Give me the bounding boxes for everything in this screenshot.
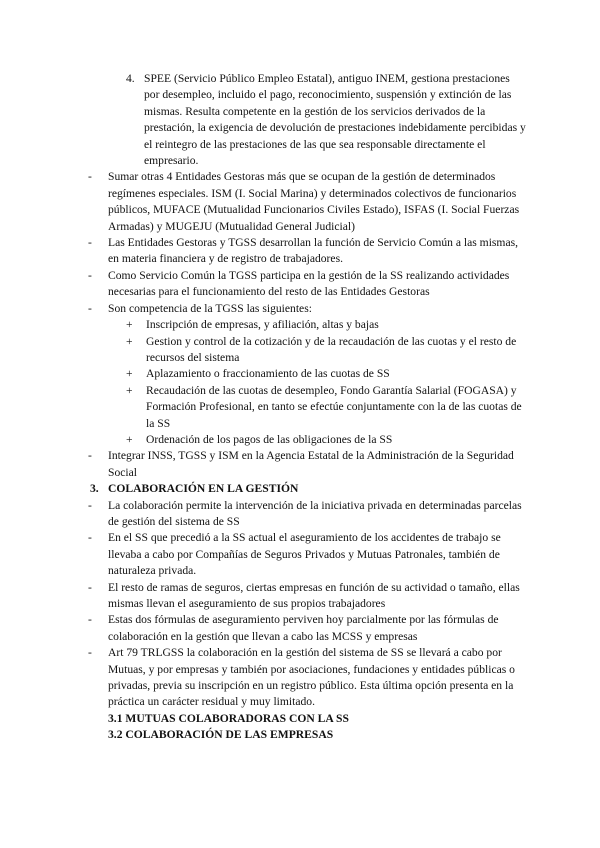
bullet-marker: - [88,531,92,545]
plus-marker: + [126,367,133,381]
bullet-marker: - [88,613,92,627]
item-number: 4. [126,72,135,85]
bullet-marker: - [88,498,92,512]
subheading-empresas: 3.2 COLABORACIÓN DE LAS EMPRESAS [108,728,334,742]
bullet-marker: - [88,580,92,594]
plus-text: Ordenación de los pagos de las obligaciones de la SS [146,432,393,446]
section-heading [88,481,528,497]
bullet-marker: - [88,236,92,250]
plus-marker: + [126,432,133,446]
bullet-item [88,498,528,531]
bullet-text: Integrar INSS, TGSS y ISM en la Agencia Estatal de la Administración de la Seguridad Social [108,449,514,479]
plus-list [88,317,528,448]
bullet-text: Las Entidades Gestoras y TGSS desarrollan la función de Servicio Común a las mismas, en materia financiera y de registro de trabajadores. [108,236,518,266]
bullet-item [88,612,528,645]
document-body [88,71,528,744]
plus-marker: + [126,334,133,348]
bullet-text: Sumar otras 4 Entidades Gestoras más que se ocupan de la gestión de determinados regímenes especiales. ISM (I. Social Marina) y determinados colectivos de funcionarios públicos, MUFACE (Mutualidad Funcionarios Civiles Estado), ISFAS (I. Social Fuerzas Armadas) y MUGEJU (Mutualidad General Judicial) [108,170,520,233]
plus-text: Aplazamiento o fraccionamiento de las cuotas de SS [146,367,390,381]
plus-item [88,383,528,432]
bullet-text: Son competencia de la TGSS las siguientes: [108,301,312,315]
bullet-item [88,301,528,317]
plus-item [88,317,528,333]
plus-item [88,334,528,367]
bullet-item [88,235,528,268]
bullet-item [88,448,528,481]
bullet-marker: - [88,646,92,660]
bullet-text: Art 79 TRLGSS la colaboración en la gestión del sistema de SS se llevará a cabo por Mutuas, y por empresas y también por asociaciones, fundaciones y entidades públicas o privadas, previa su inscripción en un registro público. Esta última opción presenta en la práctica un carácter residual y muy limitado. [108,646,515,709]
bullet-text: Como Servicio Común la TGSS participa en la gestión de la SS realizando actividades necesarias para el funcionamiento del resto de las Entidades Gestoras [108,268,510,299]
bullet-list-c [88,498,528,711]
section-number: 3. [90,482,99,496]
subheading-mutuas: 3.1 MUTUAS COLABORADORAS CON LA SS [108,711,349,725]
plus-item [88,432,528,448]
bullet-item [88,645,528,711]
bullet-list-a [88,169,528,317]
item-text: SPEE (Servicio Público Empleo Estatal), antiguo INEM, gestiona prestaciones por desempleo, incluido el pago, reconocimiento, suspensión y extinción de las mismas. Resulta competente en la gestión de los servicios derivados de la prestación, la exigencia de devolución de prestaciones indebidamente percibidas y el reintegro de las prestaciones de las que sea responsable directamente el empresario. [144,72,526,168]
bullet-marker: - [88,449,92,463]
plus-text: Gestion y control de la cotización y de la recaudación de las cuotas y el resto de recursos del sistema [146,334,517,364]
plus-text: Recaudación de las cuotas de desempleo, Fondo Garantía Salarial (FOGASA) y Formación Profesional, en tanto se efectúe conjuntamente con la de las cuotas de la SS [146,383,522,430]
bullet-text: La colaboración permite la intervención de la iniciativa privada en determinadas parcelas de gestión del sistema de SS [108,498,522,528]
bullet-text: Estas dos fórmulas de aseguramiento perviven hoy parcialmente por las fórmulas de colaboración en la gestión que llevan a cabo las MCSS y empresas [108,613,499,643]
bullet-text: El resto de ramas de seguros, ciertas empresas en función de su actividad o tamaño, ellas mismas llevan el aseguramiento de sus propios trabajadores [108,580,520,610]
bullet-item [88,530,528,579]
bullet-item [88,268,528,301]
plus-marker: + [126,318,133,332]
numbered-item [88,71,528,169]
bullet-marker: - [88,268,92,282]
plus-item [88,366,528,382]
plus-marker: + [126,383,133,397]
bullet-item [88,580,528,613]
bullet-item [88,169,528,235]
plus-text: Inscripción de empresas, y afiliación, altas y bajas [146,318,379,332]
bullet-marker: - [88,170,92,184]
bullet-text: En el SS que precedió a la SS actual el aseguramiento de los accidentes de trabajo se llevaba a cabo por Compañías de Seguros Privados y Mutuas Patronales, también de naturaleza privada. [108,531,501,578]
bullet-marker: - [88,301,92,315]
section-title: COLABORACIÓN EN LA GESTIÓN [108,482,299,496]
